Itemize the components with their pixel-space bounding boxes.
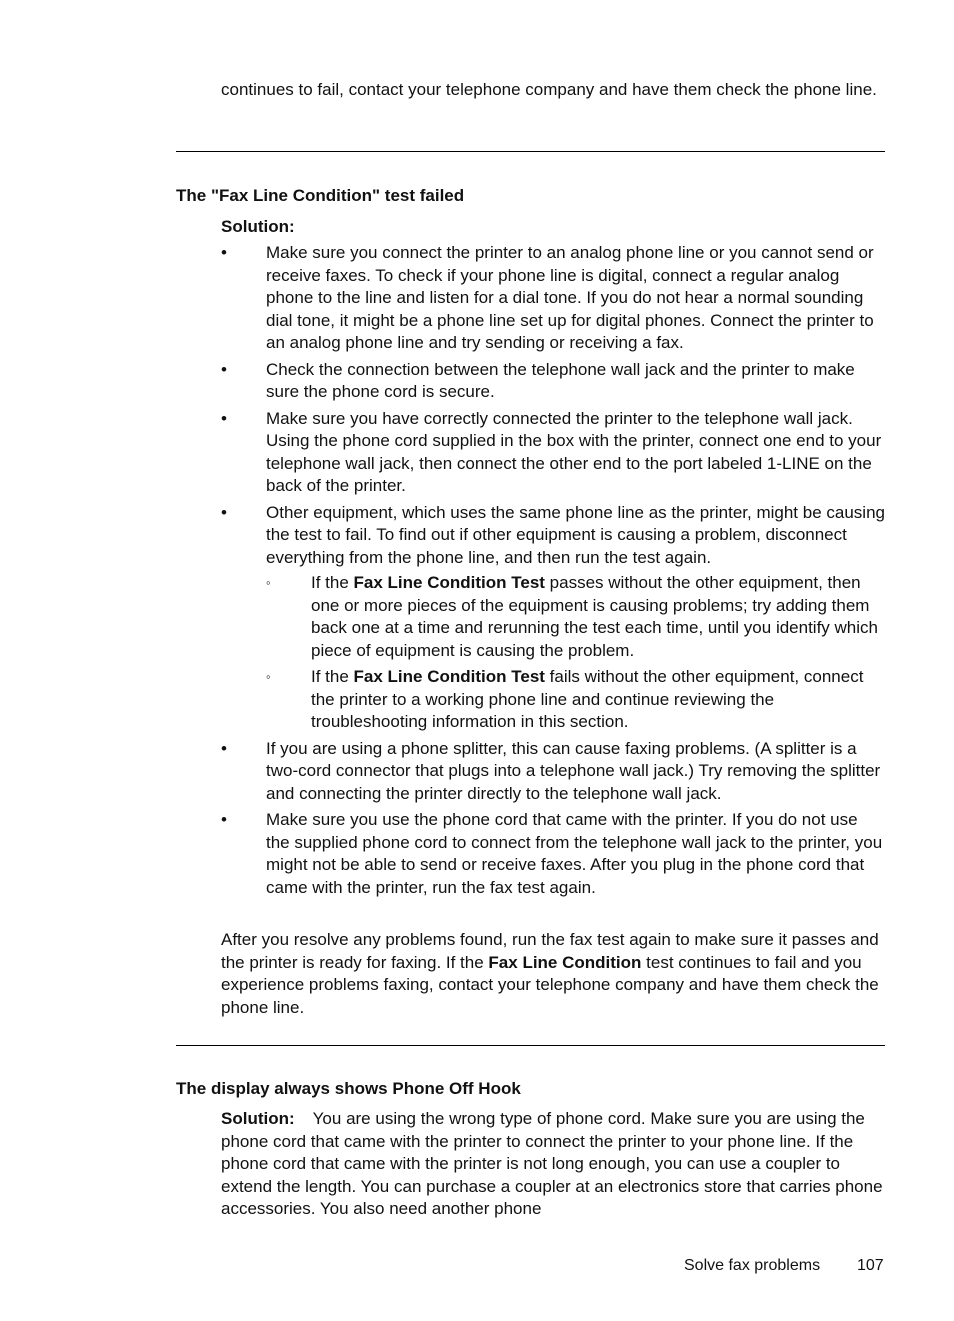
solution-label: Solution: <box>221 217 295 236</box>
list-item <box>221 408 885 498</box>
closing-text-start: After you resolve any problems found, run the fax test again to make sure it passes and the printer is ready for faxing. If the <box>221 930 879 972</box>
list-item <box>221 502 885 734</box>
fax-line-condition-test-term: Fax Line Condition Test <box>353 573 545 592</box>
sub-list-item <box>266 572 885 662</box>
section-heading-fax-line-condition: The "Fax Line Condition" test failed <box>176 186 465 205</box>
closing-text-end: test continues to fail and you experience problems faxing, contact your telephone company and have them check the phone line. <box>221 952 879 1017</box>
closing-paragraph <box>221 929 886 1019</box>
fax-line-condition-term: Fax Line Condition <box>488 952 642 972</box>
solution-label: Solution: <box>221 1109 295 1128</box>
list-item-text: Other equipment, which uses the same phone line as the printer, might be causing the test to fail. To find out if other equipment is causing a problem, disconnect everything from the phone line, and then run the test again. <box>266 502 885 567</box>
sub-item-text: passes without the other equipment, then one or more pieces of the equipment is causing problems; try adding them back one at a time and rerunning the test each time, until you identify which piece of equipment is causing the problem. <box>311 573 878 660</box>
bullet-marker: • <box>221 738 227 758</box>
sub-item-prefix: If the <box>311 573 354 592</box>
bullet-marker: • <box>221 408 227 428</box>
sub-bullet-marker: ◦ <box>266 669 271 684</box>
list-item-text: Make sure you use the phone cord that came with the printer. If you do not use the supplied phone cord to connect from the telephone wall jack to the printer, you might not be able to send or receive faxes. After you plug in the phone cord that came with the printer, run the fax test again. <box>266 810 883 897</box>
sub-list-item <box>266 666 885 734</box>
list-item <box>221 809 885 899</box>
solution-text: You are using the wrong type of phone cord. Make sure you are using the phone cord that came with the printer to connect the printer to your phone line. If the phone cord that came with the printer is not long enough, you can use a coupler to extend the length. You can purchase a coupler at an electronics store that carries phone accessories. You also need another phone <box>221 1109 883 1218</box>
sub-item-text: fails without the other equipment, connect the printer to a working phone line and continue reviewing the troubleshooting information in this section. <box>311 667 864 731</box>
sub-bullet-marker: ◦ <box>266 575 271 590</box>
list-item-text: Check the connection between the telephone wall jack and the printer to make sure the phone cord is secure. <box>266 359 855 401</box>
footer-section-title: Solve fax problems <box>684 1257 821 1274</box>
section-heading-phone-off-hook: The display always shows Phone Off Hook <box>176 1079 521 1098</box>
page-number: 107 <box>857 1257 884 1274</box>
phone-off-hook-solution <box>221 1108 886 1221</box>
intro-paragraph: continues to fail, contact your telephone company and have them check the phone line. <box>221 80 877 99</box>
list-item-text: If you are using a phone splitter, this can cause faxing problems. (A splitter is a two-cord connector that plugs into a telephone wall jack.) Try removing the splitter and connecting the printer directly to the telephone wall jack. <box>266 738 881 803</box>
bullet-marker: • <box>221 810 227 829</box>
section-divider <box>176 151 885 152</box>
sub-bullet-list <box>266 572 885 734</box>
section-divider <box>176 1045 885 1046</box>
bullet-marker: • <box>221 243 227 262</box>
list-item-text: Make sure you have correctly connected the printer to the telephone wall jack. Using the phone cord supplied in the box with the printer, connect one end to your telephone wall jack, then connect the other end to the port labeled 1-LINE on the back of the printer. <box>266 408 882 495</box>
fax-line-condition-test-term: Fax Line Condition Test <box>353 667 545 686</box>
bullet-marker: • <box>221 502 227 522</box>
sub-item-prefix: If the <box>311 667 354 686</box>
list-item-text: Make sure you connect the printer to an analog phone line or you cannot send or receive faxes. To check if your phone line is digital, connect a regular analog phone to the line and listen for a dial tone. If you do not hear a normal sounding dial tone, it might be a phone line set up for digital phones. Connect the printer to an analog phone line and try sending or receiving a fax. <box>266 243 874 352</box>
list-item <box>221 359 885 404</box>
solution-bullet-list <box>221 242 885 903</box>
list-item <box>221 242 885 355</box>
bullet-marker: • <box>221 359 227 379</box>
list-item <box>221 738 885 806</box>
